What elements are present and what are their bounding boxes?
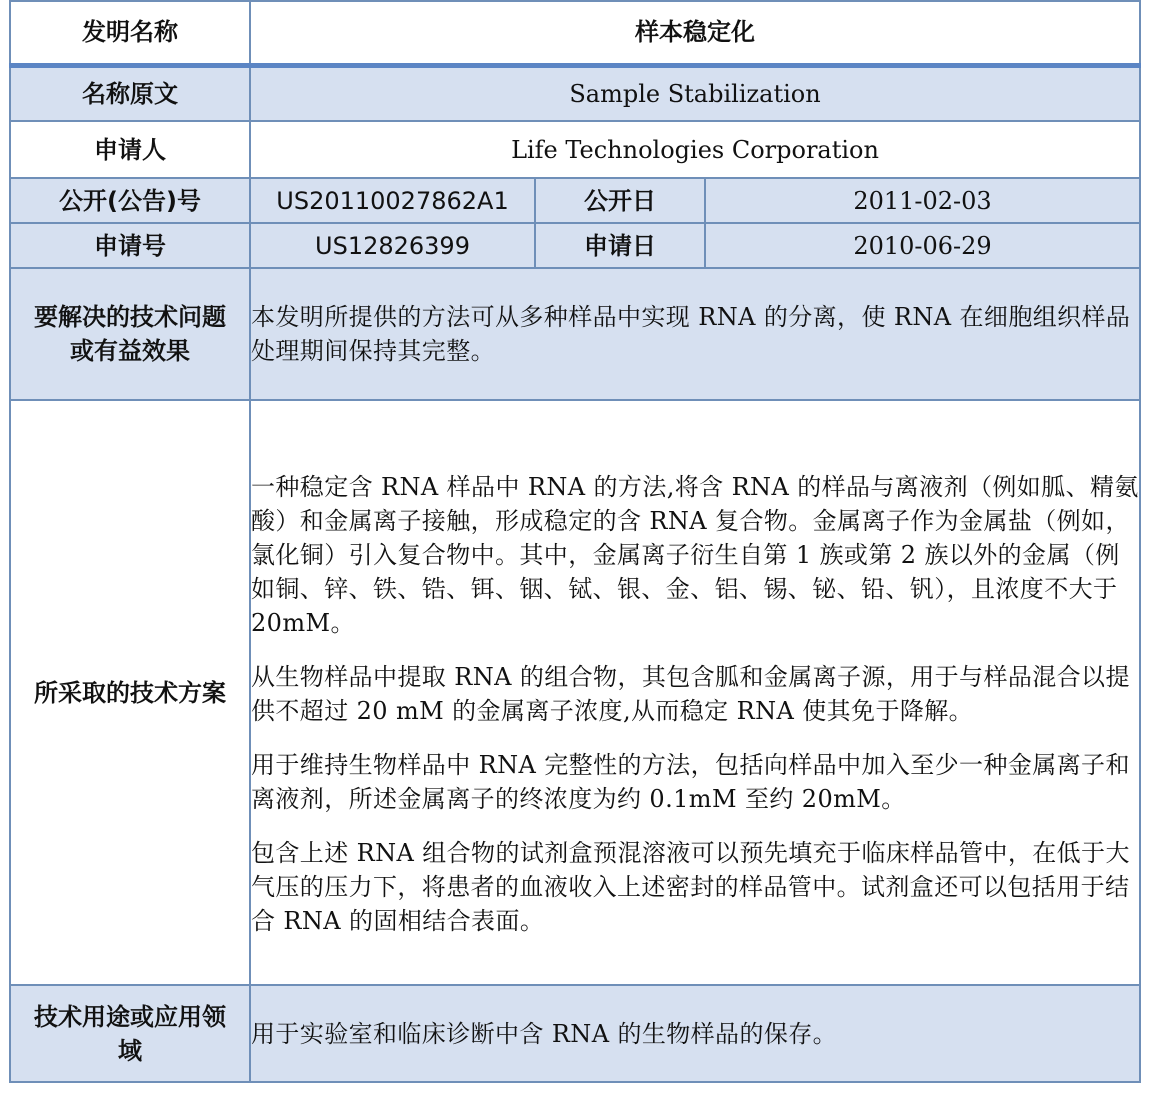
solution-row [10, 400, 1140, 985]
solution-text [250, 400, 1140, 985]
solution-paragraph: 包含上述 RNA 组合物的试剂盒预混溶液可以预先填充于临床样品管中，在低于大气压的压力下，将患者的血液收入上述密封的样品管中。试剂盒还可以包括用于结合 RNA 的固相结合表面。 [251, 838, 1130, 935]
solution-paragraph: 从生物样品中提取 RNA 的组合物，其包含胍和金属离子源，用于与样品混合以提供不超过 20 mM 的金属离子浓度,从而稳定 RNA 使其免于降解。 [251, 662, 1130, 725]
application-field-row [10, 985, 1140, 1082]
publication-number-label: 公开(公告)号 [10, 178, 250, 223]
publication-row [10, 178, 1140, 223]
problem-row [10, 268, 1140, 400]
solution-label: 所采取的技术方案 [10, 400, 250, 985]
application-field-label: 技术用途或应用领域 [10, 985, 250, 1082]
solution-paragraph: 一种稳定含 RNA 样品中 RNA 的方法,将含 RNA 的样品与离液剂（例如胍、精氨酸）和金属离子接触，形成稳定的含 RNA 复合物。金属离子作为金属盐（例如，氯化铜）引入复合物中。其中，金属离子衍生自第 1 族或第 2 族以外的金属（例如铜、锌、铁、锆、铒、铟、铽、银、金、铝、锡、铋、铅、钒），且浓度不大于 20mM。 [251, 472, 1139, 637]
original-name-value: Sample Stabilization [250, 65, 1140, 121]
applicant-value: Life Technologies Corporation [250, 121, 1140, 178]
original-name-label: 名称原文 [10, 65, 250, 121]
invention-name-label: 发明名称 [10, 1, 250, 65]
publication-date-value: 2011-02-03 [705, 178, 1140, 223]
application-date-label: 申请日 [535, 223, 705, 268]
problem-text: 本发明所提供的方法可从多种样品中实现 RNA 的分离，使 RNA 在细胞组织样品处理期间保持其完整。 [250, 268, 1140, 400]
original-name-row [10, 65, 1140, 121]
application-number-value: US12826399 [250, 223, 535, 268]
application-date-value: 2010-06-29 [705, 223, 1140, 268]
invention-name-value: 样本稳定化 [250, 1, 1140, 65]
publication-number-value: US20110027862A1 [250, 178, 535, 223]
publication-date-label: 公开日 [535, 178, 705, 223]
applicant-row [10, 121, 1140, 178]
title-row [10, 1, 1140, 65]
problem-label: 要解决的技术问题或有益效果 [10, 268, 250, 400]
application-number-label: 申请号 [10, 223, 250, 268]
application-field-text: 用于实验室和临床诊断中含 RNA 的生物样品的保存。 [250, 985, 1140, 1082]
application-row [10, 223, 1140, 268]
patent-info-table [9, 0, 1141, 1083]
solution-paragraph: 用于维持生物样品中 RNA 完整性的方法，包括向样品中加入至少一种金属离子和离液剂，所述金属离子的终浓度为约 0.1mM 至约 20mM。 [251, 750, 1130, 813]
applicant-label: 申请人 [10, 121, 250, 178]
